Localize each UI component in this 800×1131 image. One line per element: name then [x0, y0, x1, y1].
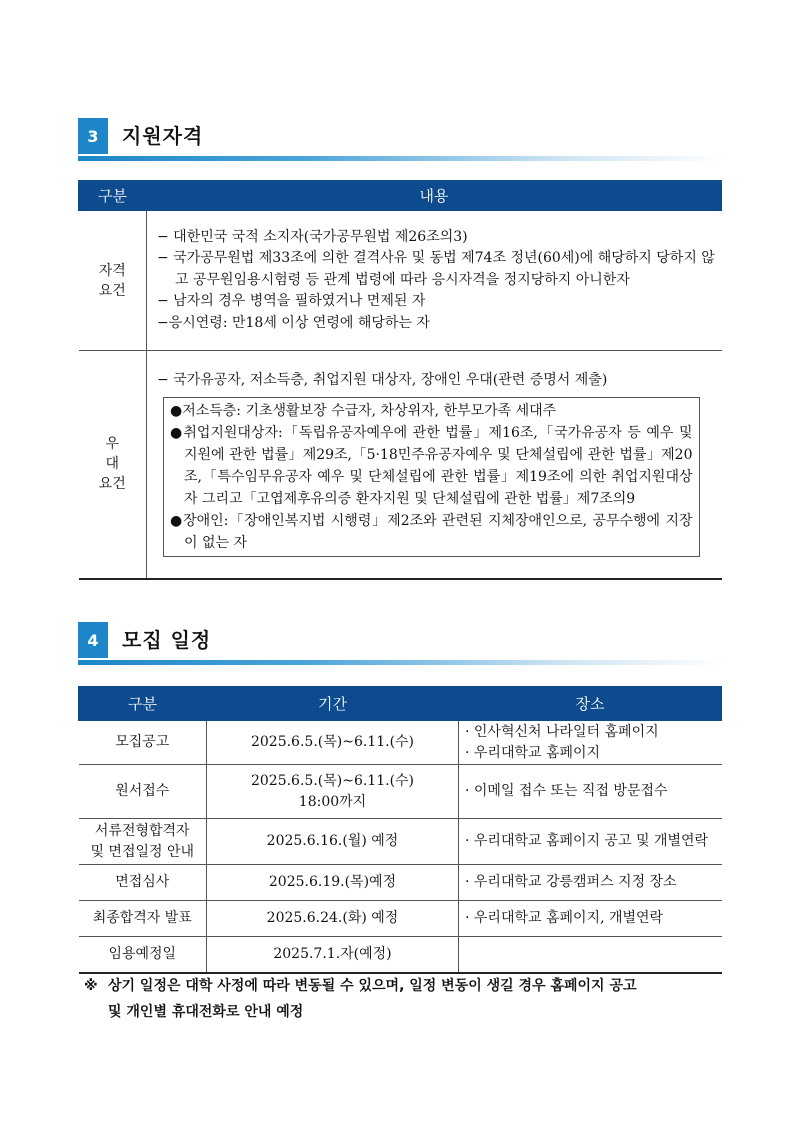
- header-category: 구분: [79, 181, 147, 211]
- cell-period: 2025.6.19.(목)예정: [207, 865, 459, 901]
- preference-content: [147, 351, 722, 579]
- cell-place: · 이메일 접수 또는 직접 방문접수: [459, 765, 722, 819]
- qualification-content: [147, 211, 722, 351]
- table-row: [79, 211, 722, 351]
- period-line: 2025.6.5.(목)~6.11.(수): [250, 772, 415, 789]
- reference-mark: ※: [84, 978, 98, 994]
- header-content: 내용: [147, 181, 722, 211]
- label-line: 요건: [98, 476, 126, 493]
- table-header-row: [79, 687, 722, 721]
- section-underline: [78, 660, 728, 665]
- header-place: 장소: [459, 687, 722, 721]
- cell-name: 모집공고: [79, 721, 207, 765]
- cell-period: 2025.6.5.(목)~6.11.(수): [207, 721, 459, 765]
- name-line: 서류전형합격자: [94, 822, 190, 839]
- cell-place: · 우리대학교 강릉캠퍼스 지정 장소: [459, 865, 722, 901]
- list-item: ●취업지원대상자:「독립유공자예우에 관한 법률」제16조,「국가유공자 등 예우 및 지원에 관한 법률」제29조,「5·18민주유공자예우 및 단체설립에 관한 법률」제20조,「특수임무유공자 예우 및 단체설립에 관한 법률」제19조에 의한 취업지원대상자 그리고「고엽제후유의증 환자지원 및 단체설립에 관한 법률」제7조의9: [170, 425, 693, 507]
- section-number: 3: [78, 118, 108, 154]
- list-item: − 남자의 경우 병역을 필하였거나 면제된 자: [157, 293, 426, 310]
- row-label-qualification: [79, 211, 147, 351]
- label-line: 자격: [98, 262, 126, 279]
- list-item: ●저소득층: 기초생활보장 수급자, 차상위자, 한부모가족 세대주: [170, 403, 557, 419]
- cell-place: [459, 937, 722, 973]
- schedule-table: [78, 686, 722, 974]
- section-heading-schedule: [78, 622, 728, 660]
- cell-name: [79, 819, 207, 865]
- cell-name: 면접심사: [79, 865, 207, 901]
- list-item: −응시연령: 만18세 이상 연령에 해당하는 자: [157, 314, 430, 331]
- section-title: 지원자격: [122, 124, 204, 148]
- list-item: − 국가공무원법 제33조에 의한 결격사유 및 동법 제74조 정년(60세)에 해당하지 당하지 않고 공무원임용시험령 등 관계 법령에 따라 응시자격을 정지당하지 아니한자: [157, 250, 715, 288]
- section-number: 4: [78, 622, 108, 658]
- header-category: 구분: [79, 687, 207, 721]
- cell-place: · 우리대학교 홈페이지 공고 및 개별연락: [459, 819, 722, 865]
- table-row: [79, 901, 722, 937]
- name-line: 및 면접일정 안내: [90, 843, 195, 860]
- list-item: ●장애인:「장애인복지법 시행령」제2조와 관련된 지체장애인으로, 공무수행에 지장이 없는 자: [170, 513, 693, 551]
- label-line: 우: [105, 436, 120, 453]
- table-row: [79, 351, 722, 579]
- cell-place: [459, 721, 722, 765]
- table-header-row: [79, 181, 722, 211]
- label-line: 요건: [98, 282, 126, 299]
- table-row: [79, 865, 722, 901]
- place-line: · 인사혁신처 나라일터 홈페이지: [465, 723, 659, 740]
- place-line: · 우리대학교 홈페이지: [465, 744, 601, 761]
- cell-name: 최종합격자 발표: [79, 901, 207, 937]
- preference-detail-box: [163, 397, 700, 557]
- list-item: − 대한민국 국적 소지자(국가공무원법 제26조의3): [157, 228, 468, 245]
- cell-period: 2025.6.16.(월) 예정: [207, 819, 459, 865]
- qualification-table: [78, 180, 722, 580]
- table-row: [79, 819, 722, 865]
- cell-period: 2025.7.1.자(예정): [207, 937, 459, 973]
- cell-name: 원서접수: [79, 765, 207, 819]
- cell-period: [207, 765, 459, 819]
- note-text: 상기 일정은 대학 사정에 따라 변동될 수 있으며, 일정 변동이 생길 경우 홈페이지 공고: [108, 978, 637, 994]
- table-row: [79, 721, 722, 765]
- section-title: 모집 일정: [122, 628, 212, 652]
- schedule-note: [84, 973, 724, 1025]
- note-line: 및 개인별 휴대전화로 안내 예정: [108, 1004, 304, 1020]
- header-period: 기간: [207, 687, 459, 721]
- table-row: [79, 765, 722, 819]
- label-line: 대: [105, 456, 120, 473]
- cell-period: 2025.6.24.(화) 예정: [207, 901, 459, 937]
- section-underline: [78, 156, 728, 161]
- period-line: 18:00까지: [298, 793, 367, 810]
- table-row: [79, 937, 722, 973]
- list-item: − 국가유공자, 저소득층, 취업지원 대상자, 장애인 우대(관련 증명서 제출): [157, 371, 608, 388]
- note-line: [84, 973, 724, 999]
- cell-name: 임용예정일: [79, 937, 207, 973]
- cell-place: · 우리대학교 홈페이지, 개별연락: [459, 901, 722, 937]
- section-heading-qualification: [78, 118, 728, 156]
- row-label-preference: [79, 351, 147, 579]
